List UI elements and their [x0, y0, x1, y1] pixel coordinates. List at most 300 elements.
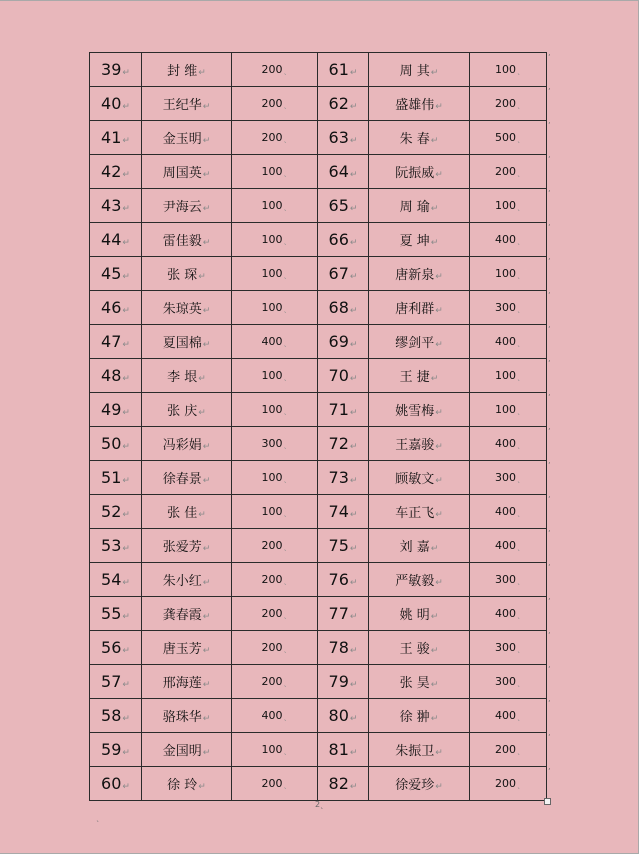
left-number-cell[interactable] — [90, 257, 142, 291]
row-number: 46 — [101, 298, 122, 317]
right-amount-cell[interactable] — [470, 257, 547, 291]
left-amount-cell[interactable] — [232, 529, 318, 563]
row-number: 61 — [328, 60, 349, 79]
row-number: 51 — [101, 468, 122, 487]
table-row — [90, 291, 547, 325]
left-amount-cell[interactable] — [232, 495, 318, 529]
paragraph-mark: ↵ — [430, 714, 439, 724]
paragraph-mark: ↵ — [349, 306, 358, 316]
person-name: 唐玉芳 — [162, 642, 202, 657]
left-name-cell[interactable] — [142, 155, 232, 189]
person-name: 尹海云 — [162, 200, 202, 215]
amount-value: 100 — [261, 403, 283, 416]
left-number-cell[interactable] — [90, 393, 142, 427]
paragraph-mark: ↵ — [435, 306, 443, 316]
left-number-cell[interactable] — [90, 427, 142, 461]
paragraph-mark: ↵ — [202, 204, 211, 214]
table-body — [90, 53, 547, 801]
left-number-cell[interactable] — [90, 597, 142, 631]
amount-value: 200 — [261, 641, 283, 654]
paragraph-mark: ↵ — [349, 510, 358, 520]
row-number: 59 — [101, 740, 122, 759]
left-name-cell[interactable] — [142, 563, 232, 597]
person-name: 王嘉骏 — [395, 438, 435, 453]
left-number-cell[interactable] — [90, 155, 142, 189]
person-name: 张 佳 — [167, 506, 198, 521]
left-number-cell[interactable] — [90, 461, 142, 495]
person-name: 封 维 — [167, 64, 198, 79]
row-number: 66 — [328, 230, 349, 249]
table-row — [90, 461, 547, 495]
left-name-cell[interactable] — [142, 495, 232, 529]
left-number-cell[interactable] — [90, 189, 142, 223]
row-number: 49 — [101, 400, 122, 419]
left-amount-cell[interactable] — [232, 563, 318, 597]
row-number: 53 — [101, 536, 122, 555]
right-number-cell[interactable] — [318, 427, 369, 461]
left-name-cell[interactable] — [142, 733, 232, 767]
table-row — [90, 495, 547, 529]
right-amount-cell[interactable] — [470, 597, 547, 631]
paragraph-mark: ↵ — [122, 612, 130, 622]
right-name-cell[interactable] — [369, 121, 470, 155]
left-name-cell[interactable] — [142, 631, 232, 665]
paragraph-mark: ↵ — [349, 714, 358, 724]
cell-end-mark: ˎ — [517, 678, 521, 687]
cell-end-mark: ˎ — [283, 338, 288, 347]
right-number-cell[interactable] — [318, 189, 369, 223]
left-amount-cell[interactable] — [232, 257, 318, 291]
left-amount-cell[interactable] — [232, 121, 318, 155]
paragraph-mark: ↵ — [349, 442, 358, 452]
paragraph-mark: ↵ — [122, 68, 130, 78]
paragraph-mark: ↵ — [349, 476, 358, 486]
row-number: 68 — [328, 298, 349, 317]
person-name: 朱小红 — [162, 574, 202, 589]
amount-value: 400 — [495, 437, 516, 450]
paragraph-mark: ↵ — [122, 442, 130, 452]
left-name-cell[interactable] — [142, 461, 232, 495]
right-name-cell[interactable] — [369, 427, 470, 461]
left-amount-cell[interactable] — [232, 461, 318, 495]
left-amount-cell[interactable] — [232, 359, 318, 393]
cell-end-mark: ˎ — [517, 746, 521, 755]
right-name-cell[interactable] — [369, 223, 470, 257]
paragraph-mark: ↵ — [435, 476, 443, 486]
row-number: 81 — [328, 740, 349, 759]
amount-value: 200 — [495, 743, 516, 756]
row-end-mark: ʼ — [548, 359, 551, 368]
amount-value: 100 — [261, 505, 283, 518]
paragraph-mark: ˎ — [96, 813, 100, 822]
right-number-cell[interactable] — [318, 53, 369, 87]
person-name: 王纪华 — [162, 98, 202, 113]
table-row — [90, 733, 547, 767]
left-number-cell[interactable] — [90, 223, 142, 257]
right-amount-cell[interactable] — [470, 631, 547, 665]
person-name: 姚 明 — [399, 608, 430, 623]
person-name: 夏国棉 — [162, 336, 202, 351]
left-amount-cell[interactable] — [232, 189, 318, 223]
paragraph-mark: ↵ — [122, 578, 130, 588]
cell-end-mark: ˎ — [283, 270, 288, 279]
paragraph-mark: ↵ — [349, 204, 358, 214]
right-amount-cell[interactable] — [470, 699, 547, 733]
left-name-cell[interactable] — [142, 325, 232, 359]
paragraph-mark: ↵ — [122, 476, 130, 486]
paragraph-mark: ↵ — [435, 442, 443, 452]
right-number-cell[interactable] — [318, 767, 369, 801]
donation-table[interactable] — [89, 52, 547, 801]
right-number-cell[interactable] — [318, 529, 369, 563]
cell-end-mark: ˎ — [517, 66, 521, 75]
paragraph-mark: ↵ — [122, 408, 130, 418]
right-amount-cell[interactable] — [470, 155, 547, 189]
right-amount-cell[interactable] — [470, 563, 547, 597]
right-number-cell[interactable] — [318, 563, 369, 597]
right-amount-cell[interactable] — [470, 121, 547, 155]
left-number-cell[interactable] — [90, 291, 142, 325]
left-name-cell[interactable] — [142, 665, 232, 699]
paragraph-mark: ↵ — [349, 340, 358, 350]
table-row — [90, 563, 547, 597]
left-number-cell[interactable] — [90, 563, 142, 597]
row-number: 40 — [101, 94, 122, 113]
row-end-mark: ʼ — [548, 665, 551, 674]
amount-value: 100 — [495, 403, 516, 416]
right-amount-cell[interactable] — [470, 427, 547, 461]
cell-end-mark: ˎ — [517, 474, 521, 483]
person-name: 夏 坤 — [399, 234, 430, 249]
paragraph-mark: ↵ — [349, 544, 358, 554]
right-amount-cell[interactable] — [470, 325, 547, 359]
row-number: 58 — [101, 706, 122, 725]
left-amount-cell[interactable] — [232, 733, 318, 767]
left-name-cell[interactable] — [142, 699, 232, 733]
left-amount-cell[interactable] — [232, 223, 318, 257]
left-number-cell[interactable] — [90, 529, 142, 563]
left-amount-cell[interactable] — [232, 291, 318, 325]
paragraph-mark: ↵ — [122, 170, 130, 180]
table-resize-handle[interactable] — [544, 798, 551, 805]
right-number-cell[interactable] — [318, 393, 369, 427]
paragraph-mark: ↵ — [430, 204, 439, 214]
table-row — [90, 597, 547, 631]
paragraph-mark: ↵ — [202, 714, 211, 724]
row-number: 52 — [101, 502, 122, 521]
right-number-cell[interactable] — [318, 495, 369, 529]
row-number: 71 — [328, 400, 349, 419]
right-amount-cell[interactable] — [470, 359, 547, 393]
amount-value: 100 — [495, 267, 516, 280]
paragraph-mark: ↵ — [202, 442, 211, 452]
paragraph-mark: ↵ — [349, 374, 358, 384]
cell-end-mark: ˎ — [283, 202, 288, 211]
cell-end-mark: ˎ — [283, 712, 288, 721]
right-number-cell[interactable] — [318, 631, 369, 665]
cell-end-mark: ˎ — [517, 338, 521, 347]
left-number-cell[interactable] — [90, 325, 142, 359]
left-amount-cell[interactable] — [232, 631, 318, 665]
left-name-cell[interactable] — [142, 257, 232, 291]
row-end-mark: ʼ — [548, 155, 551, 164]
row-end-mark: ʼ — [548, 495, 551, 504]
right-number-cell[interactable] — [318, 699, 369, 733]
left-name-cell[interactable] — [142, 767, 232, 801]
person-name: 龚春霞 — [162, 608, 202, 623]
paragraph-mark: ↵ — [202, 306, 211, 316]
paragraph-mark: ↵ — [349, 578, 358, 588]
right-amount-cell[interactable] — [470, 495, 547, 529]
left-amount-cell[interactable] — [232, 665, 318, 699]
left-amount-cell[interactable] — [232, 699, 318, 733]
person-name: 徐春景 — [162, 472, 202, 487]
left-name-cell[interactable] — [142, 427, 232, 461]
amount-value: 300 — [495, 573, 516, 586]
person-name: 徐爱珍 — [395, 778, 435, 793]
cell-end-mark: ˎ — [517, 202, 521, 211]
person-name: 盛雄伟 — [395, 98, 435, 113]
cell-end-mark: ˎ — [517, 134, 521, 143]
amount-value: 200 — [261, 63, 283, 76]
right-amount-cell[interactable] — [470, 189, 547, 223]
right-name-cell[interactable] — [369, 767, 470, 801]
paragraph-mark: ↵ — [122, 272, 130, 282]
left-name-cell[interactable] — [142, 393, 232, 427]
amount-value: 200 — [261, 777, 283, 790]
left-name-cell[interactable] — [142, 87, 232, 121]
left-number-cell[interactable] — [90, 359, 142, 393]
paragraph-mark: ↵ — [435, 272, 443, 282]
right-name-cell[interactable] — [369, 495, 470, 529]
person-name: 朱 春 — [399, 132, 430, 147]
right-number-cell[interactable] — [318, 325, 369, 359]
left-amount-cell[interactable] — [232, 155, 318, 189]
person-name: 车正飞 — [395, 506, 435, 521]
cell-end-mark: ˎ — [283, 508, 288, 517]
left-number-cell[interactable] — [90, 767, 142, 801]
row-number: 69 — [328, 332, 349, 351]
row-end-mark: ʼ — [548, 257, 551, 266]
left-amount-cell[interactable] — [232, 767, 318, 801]
person-name: 金玉明 — [162, 132, 202, 147]
paragraph-mark: ↵ — [430, 646, 439, 656]
paragraph-mark: ↵ — [430, 612, 439, 622]
person-name: 邢海莲 — [162, 676, 202, 691]
right-number-cell[interactable] — [318, 87, 369, 121]
left-number-cell[interactable] — [90, 699, 142, 733]
right-number-cell[interactable] — [318, 223, 369, 257]
row-end-mark: ʼ — [548, 767, 551, 776]
row-number: 45 — [101, 264, 122, 283]
paragraph-mark: ↵ — [435, 578, 443, 588]
right-name-cell[interactable] — [369, 665, 470, 699]
person-name: 阮振威 — [395, 166, 435, 181]
left-name-cell[interactable] — [142, 189, 232, 223]
right-number-cell[interactable] — [318, 155, 369, 189]
amount-value: 100 — [261, 199, 283, 212]
amount-value: 100 — [261, 233, 283, 246]
row-number: 64 — [328, 162, 349, 181]
left-number-cell[interactable] — [90, 87, 142, 121]
right-amount-cell[interactable] — [470, 529, 547, 563]
left-amount-cell[interactable] — [232, 325, 318, 359]
row-end-mark: ʼ — [548, 597, 551, 606]
right-number-cell[interactable] — [318, 257, 369, 291]
right-amount-cell[interactable] — [470, 733, 547, 767]
right-name-cell[interactable] — [369, 733, 470, 767]
amount-value: 200 — [261, 607, 283, 620]
row-number: 39 — [101, 60, 122, 79]
right-name-cell[interactable] — [369, 461, 470, 495]
left-amount-cell[interactable] — [232, 597, 318, 631]
right-name-cell[interactable] — [369, 87, 470, 121]
person-name: 朱琼英 — [162, 302, 202, 317]
left-name-cell[interactable] — [142, 359, 232, 393]
amount-value: 200 — [495, 777, 516, 790]
left-name-cell[interactable] — [142, 53, 232, 87]
left-number-cell[interactable] — [90, 53, 142, 87]
row-number: 72 — [328, 434, 349, 453]
right-name-cell[interactable] — [369, 529, 470, 563]
paragraph-mark: ↵ — [202, 646, 211, 656]
right-amount-cell[interactable] — [470, 461, 547, 495]
right-number-cell[interactable] — [318, 665, 369, 699]
right-name-cell[interactable] — [369, 291, 470, 325]
cell-end-mark: ˎ — [517, 712, 521, 721]
table-row — [90, 87, 547, 121]
person-name: 唐新泉 — [395, 268, 435, 283]
row-number: 42 — [101, 162, 122, 181]
right-number-cell[interactable] — [318, 733, 369, 767]
paragraph-mark: ↵ — [435, 782, 443, 792]
row-number: 43 — [101, 196, 122, 215]
cell-end-mark: ˎ — [517, 304, 521, 313]
right-amount-cell[interactable] — [470, 53, 547, 87]
amount-value: 100 — [495, 369, 516, 382]
person-name: 冯彩娟 — [162, 438, 202, 453]
right-amount-cell[interactable] — [470, 291, 547, 325]
right-amount-cell[interactable] — [470, 87, 547, 121]
left-number-cell[interactable] — [90, 121, 142, 155]
cell-end-mark: ˎ — [283, 780, 288, 789]
right-name-cell[interactable] — [369, 155, 470, 189]
table-row — [90, 529, 547, 563]
right-amount-cell[interactable] — [470, 665, 547, 699]
right-name-cell[interactable] — [369, 53, 470, 87]
cell-end-mark: ˎ — [517, 508, 521, 517]
right-name-cell[interactable] — [369, 563, 470, 597]
row-number: 54 — [101, 570, 122, 589]
right-number-cell[interactable] — [318, 291, 369, 325]
left-amount-cell[interactable] — [232, 393, 318, 427]
person-name: 严敏毅 — [395, 574, 435, 589]
row-number: 62 — [328, 94, 349, 113]
left-amount-cell[interactable] — [232, 427, 318, 461]
person-name: 缪剑平 — [395, 336, 435, 351]
amount-value: 100 — [261, 743, 283, 756]
left-number-cell[interactable] — [90, 733, 142, 767]
right-name-cell[interactable] — [369, 257, 470, 291]
left-number-cell[interactable] — [90, 495, 142, 529]
amount-value: 200 — [261, 131, 283, 144]
paragraph-mark: ↵ — [202, 170, 211, 180]
right-amount-cell[interactable] — [470, 223, 547, 257]
row-number: 67 — [328, 264, 349, 283]
right-name-cell[interactable] — [369, 359, 470, 393]
left-name-cell[interactable] — [142, 529, 232, 563]
paragraph-mark: ↵ — [349, 782, 358, 792]
right-name-cell[interactable] — [369, 597, 470, 631]
row-number: 75 — [328, 536, 349, 555]
person-name: 唐利群 — [395, 302, 435, 317]
person-name: 周国英 — [162, 166, 202, 181]
cell-end-mark: ˎ — [283, 134, 288, 143]
right-name-cell[interactable] — [369, 189, 470, 223]
right-name-cell[interactable] — [369, 699, 470, 733]
paragraph-mark: ↵ — [435, 340, 443, 350]
row-number: 82 — [328, 774, 349, 793]
paragraph-mark: ↵ — [202, 612, 211, 622]
row-end-mark: ʼ — [548, 223, 551, 232]
person-name: 雷佳毅 — [162, 234, 202, 249]
cell-end-mark: ˎ — [283, 542, 288, 551]
table-row — [90, 665, 547, 699]
paragraph-mark: ↵ — [430, 238, 439, 248]
right-number-cell[interactable] — [318, 597, 369, 631]
left-name-cell[interactable] — [142, 223, 232, 257]
right-amount-cell[interactable] — [470, 393, 547, 427]
right-amount-cell[interactable] — [470, 767, 547, 801]
paragraph-mark: ↵ — [122, 340, 130, 350]
table-row — [90, 53, 547, 87]
paragraph-mark: ↵ — [122, 204, 130, 214]
paragraph-mark: ↵ — [198, 68, 206, 78]
cell-end-mark: ˎ — [517, 440, 521, 449]
left-amount-cell[interactable] — [232, 87, 318, 121]
cell-end-mark: ˎ — [517, 406, 521, 415]
paragraph-mark: ↵ — [349, 748, 358, 758]
left-name-cell[interactable] — [142, 291, 232, 325]
row-end-mark: ʼ — [548, 325, 551, 334]
left-amount-cell[interactable] — [232, 53, 318, 87]
amount-value: 400 — [495, 505, 516, 518]
person-name: 徐 玲 — [167, 778, 198, 793]
row-end-mark: ʼ — [548, 733, 551, 742]
right-number-cell[interactable] — [318, 121, 369, 155]
cell-end-mark: ˎ — [283, 66, 288, 75]
amount-value: 100 — [261, 369, 283, 382]
row-end-mark: ʼ — [548, 563, 551, 572]
right-name-cell[interactable] — [369, 325, 470, 359]
left-number-cell[interactable] — [90, 631, 142, 665]
table-row — [90, 767, 547, 801]
right-number-cell[interactable] — [318, 359, 369, 393]
amount-value: 500 — [495, 131, 516, 144]
left-name-cell[interactable] — [142, 121, 232, 155]
right-name-cell[interactable] — [369, 631, 470, 665]
person-name: 张 庆 — [167, 404, 198, 419]
person-name: 骆珠华 — [162, 710, 202, 725]
left-number-cell[interactable] — [90, 665, 142, 699]
row-number: 63 — [328, 128, 349, 147]
right-number-cell[interactable] — [318, 461, 369, 495]
paragraph-mark: ↵ — [435, 408, 443, 418]
left-name-cell[interactable] — [142, 597, 232, 631]
right-name-cell[interactable] — [369, 393, 470, 427]
paragraph-mark: ↵ — [435, 102, 443, 112]
paragraph-mark: ↵ — [430, 544, 439, 554]
